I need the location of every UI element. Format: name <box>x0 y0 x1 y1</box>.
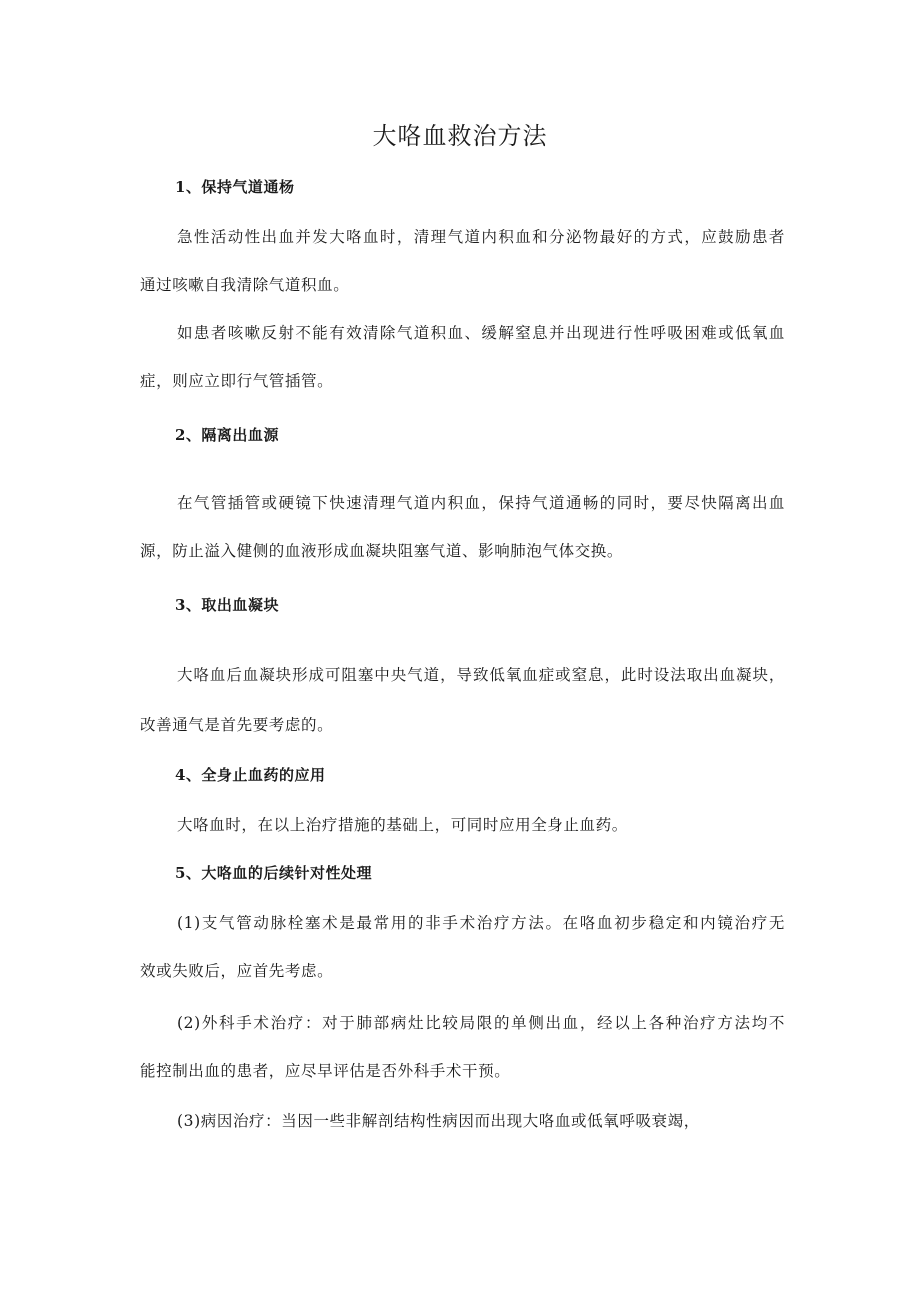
section-3-paragraph-1-line-2: 改善通气是首先要考虑的。 <box>140 716 334 734</box>
section-5-item-3-line-1: (3)病因治疗：当因一些非解剖结构性病因而出现大咯血或低氧呼吸衰竭， <box>177 1112 700 1130</box>
section-2-heading: 2、隔离出血源 <box>175 426 279 444</box>
section-2-paragraph-1-line-1: 在气管插管或硬镜下快速清理气道内积血，保持气道通畅的同时，要尽快隔离出血 <box>177 494 785 512</box>
section-5-heading: 5、大咯血的后续针对性处理 <box>175 864 372 882</box>
section-4-paragraph-1-line-1: 大咯血时，在以上治疗措施的基础上，可同时应用全身止血药。 <box>177 816 628 834</box>
section-4-heading: 4、全身止血药的应用 <box>175 766 326 784</box>
section-1-paragraph-2-line-1: 如患者咳嗽反射不能有效清除气道积血、缓解窒息并出现进行性呼吸困难或低氧血 <box>177 324 785 342</box>
section-5-item-2-line-1: (2)外科手术治疗：对于肺部病灶比较局限的单侧出血，经以上各种治疗方法均不 <box>177 1014 785 1032</box>
section-5-item-1-line-2: 效或失败后，应首先考虑。 <box>140 962 334 980</box>
section-5-item-2-line-2: 能控制出血的患者，应尽早评估是否外科手术干预。 <box>140 1062 511 1080</box>
section-2-paragraph-1-line-2: 源，防止溢入健侧的血液形成血凝块阻塞气道、影响肺泡气体交换。 <box>140 542 624 560</box>
section-1-paragraph-2-line-2: 症，则应立即行气管插管。 <box>140 372 334 390</box>
document-title: 大咯血救治方法 <box>372 122 548 150</box>
section-5-item-1-line-1: (1)支气管动脉栓塞术是最常用的非手术治疗方法。在咯血初步稳定和内镜治疗无 <box>177 914 785 932</box>
section-3-heading: 3、取出血凝块 <box>175 596 279 614</box>
section-3-paragraph-1-line-1: 大咯血后血凝块形成可阻塞中央气道，导致低氧血症或窒息，此时设法取出血凝块， <box>177 666 785 684</box>
section-1-heading: 1、保持气道通杨 <box>175 178 295 196</box>
section-1-paragraph-1-line-1: 急性活动性出血并发大咯血时，清理气道内积血和分泌物最好的方式，应鼓励患者 <box>177 228 785 246</box>
section-1-paragraph-1-line-2: 通过咳嗽自我清除气道积血。 <box>140 276 350 294</box>
